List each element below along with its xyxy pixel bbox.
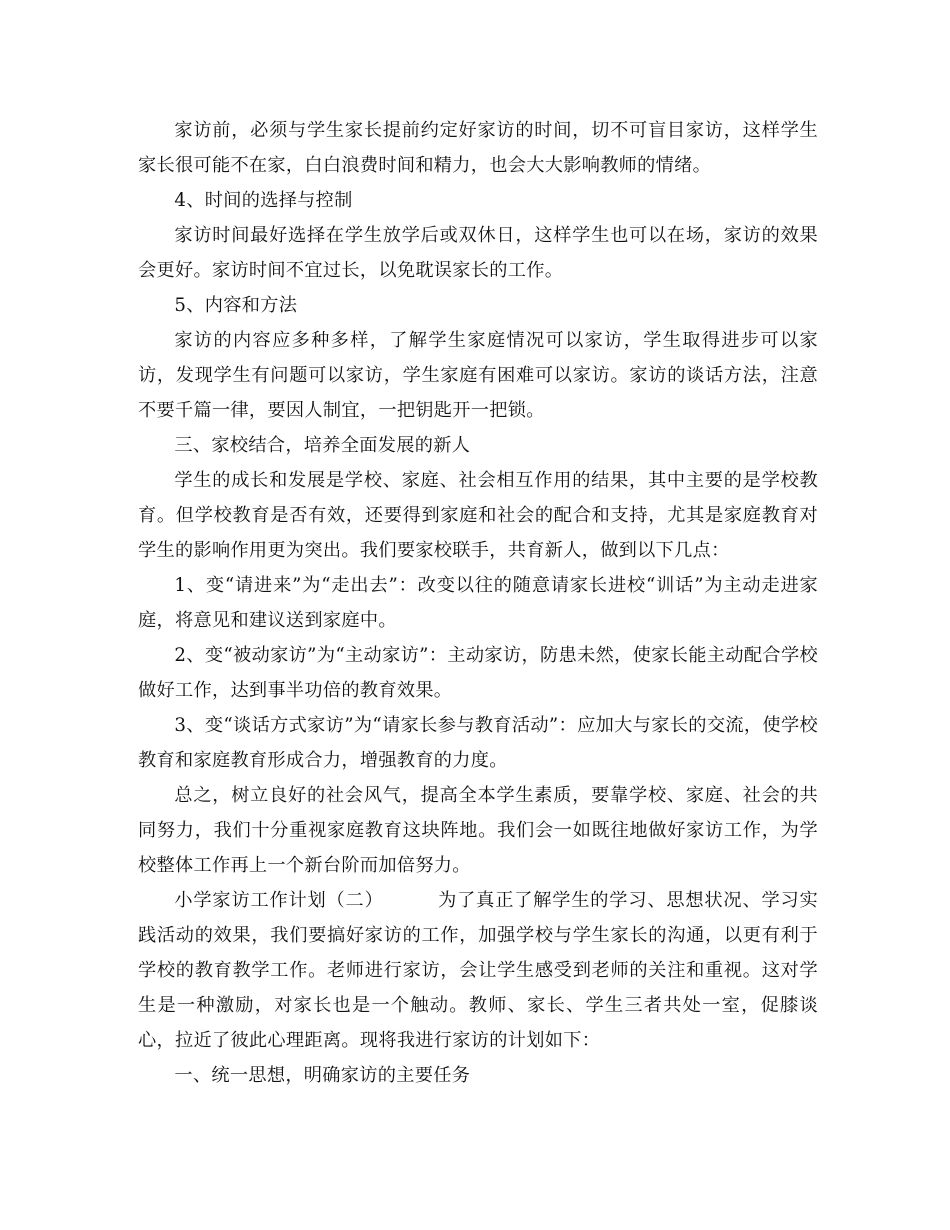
section-heading: 三、家校结合，培养全面发展的新人 [174, 435, 471, 456]
paragraph: 2、变“被动家访”为“主动家访”：主动家访，防患未然，使家长能主动配合学校做好工作，达到事半功倍的教育效果。 [138, 645, 818, 701]
paragraph: 3、变“谈话方式家访”为“请家长参与教育活动”：应加大与家长的交流，使学校教育和家庭教育形成合力，增强教育的力度。 [138, 715, 818, 771]
inline-title: 小学家访工作计划（二） [174, 890, 384, 911]
paragraph: 家访时间最好选择在学生放学后或双休日，这样学生也可以在场，家访的效果会更好。家访时间不宜过长，以免耽误家长的工作。 [138, 225, 818, 281]
section-heading: 一、统一思想，明确家访的主要任务 [174, 1065, 471, 1086]
paragraph: 学生的成长和发展是学校、家庭、社会相互作用的结果，其中主要的是学校教育。但学校教育是否有效，还要得到家庭和社会的配合和支持，尤其是家庭教育对学生的影响作用更为突出。我们要家校联手，共育新人，做到以下几点： [138, 470, 818, 561]
section-heading: 4、时间的选择与控制 [174, 190, 353, 211]
paragraph-with-title [138, 883, 818, 1058]
section-heading: 5、内容和方法 [174, 295, 298, 316]
paragraph: 家访的内容应多种多样，了解学生家庭情况可以家访，学生取得进步可以家访，发现学生有问题可以家访，学生家庭有困难可以家访。家访的谈话方法，注意不要千篇一律，要因人制宜，一把钥匙开一把锁。 [138, 330, 818, 421]
document-body [138, 113, 818, 1093]
paragraph: 1、变“请进来”为“走出去”：改变以往的随意请家长进校“训话”为主动走进家庭，将意见和建议送到家庭中。 [138, 575, 818, 631]
paragraph: 总之，树立良好的社会风气，提高全本学生素质，要靠学校、家庭、社会的共同努力，我们十分重视家庭教育这块阵地。我们会一如既往地做好家访工作，为学校整体工作再上一个新台阶而加倍努力。 [138, 785, 818, 876]
paragraph-text: 为了真正了解学生的学习、思想状况、学习实践活动的效果，我们要搞好家访的工作，加强学校与学生家长的沟通，以更有利于学校的教育教学工作。老师进行家访，会让学生感受到老师的关注和重视。这对学生是一种激励，对家长也是一个触动。教师、家长、学生三者共处一室，促膝谈心，拉近了彼此心理距离。现将我进行家访的计划如下： [138, 890, 818, 1051]
paragraph: 家访前，必须与学生家长提前约定好家访的时间，切不可盲目家访，这样学生家长很可能不在家，白白浪费时间和精力，也会大大影响教师的情绪。 [138, 120, 818, 176]
